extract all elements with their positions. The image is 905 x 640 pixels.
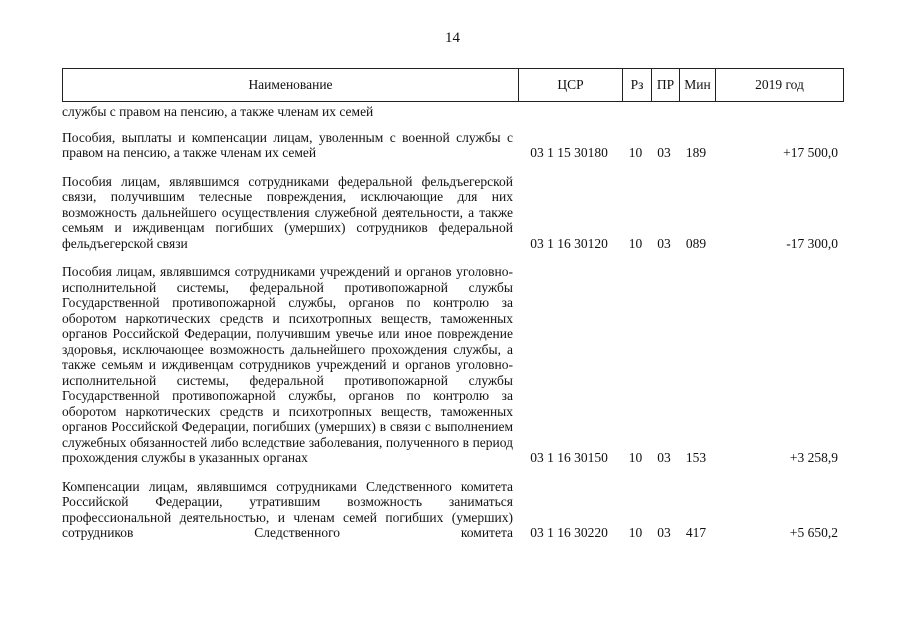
header-pr: ПР [651,69,679,101]
row-min: 153 [685,450,707,465]
row-name: Пособия, выплаты и компенсации лицам, уволенным с военной службы с правом на пенсию, а также членам их семей [62,129,513,160]
header-year: 2019 год [715,69,843,101]
row-amount: +5 650,2 [789,525,838,540]
table-body [62,104,844,541]
row-min: 189 [685,145,707,160]
table-row [62,104,844,120]
row-pr: 03 [657,450,671,465]
table-row [62,264,844,466]
row-rz: 10 [628,525,643,540]
row-csr: 03 1 16 30150 [530,450,608,465]
row-min: 089 [685,235,707,251]
header-rz: Рз [622,69,651,101]
row-pr: 03 [657,235,671,251]
row-csr: 03 1 16 30120 [530,235,608,251]
header-csr: ЦСР [518,69,622,101]
row-amount: -17 300,0 [786,235,838,251]
header-name: Наименование [248,77,333,92]
header-min: Мин [679,69,715,101]
row-pr: 03 [657,145,671,160]
table-row [62,174,844,252]
row-amount: +17 500,0 [783,145,838,160]
row-name: Пособия лицам, являвшимся сотрудниками федеральной фельдъегерской связи, получившим телесные повреждения, исключающие для них возможность дальнейшего осуществления служебной деятельности, а также семьям и иждивенцам погибших (умерших) сотрудников федеральной фельдъегерской связи [62,173,513,251]
table-row [62,479,844,541]
table-row [62,130,844,161]
row-rz: 10 [628,145,643,160]
row-csr: 03 1 15 30180 [530,145,608,160]
row-name: службы с правом на пенсию, а также членам их семей [62,104,374,119]
row-rz: 10 [628,235,643,251]
row-pr: 03 [657,525,671,540]
table-header [62,68,844,102]
row-csr: 03 1 16 30220 [530,525,608,540]
row-rz: 10 [628,450,643,465]
page-number: 14 [445,30,460,46]
row-amount: +3 258,9 [789,450,838,465]
row-name: Компенсации лицам, являвшимся сотрудниками Следственного комитета Российской Федерации, утратившим возможность заниматься профессиональной деятельностью, и членам семей погибших (умерших) сотрудников Следственного комитета [62,478,513,540]
row-min: 417 [685,525,707,540]
row-name: Пособия лицам, являвшимся сотрудниками учреждений и органов уголовно-исполнительной системы, федеральной противопожарной службы Государственной противопожарной службы, органов по контролю за оборотом наркотических средств и психотропных веществ, таможенных органов Российской Федерации, получившим увечье или иное повреждение здоровья, исключающее возможность дальнейшего прохождения службы, а также семьям и иждивенцам сотрудников учреждений и органов уголовно-исполнительной системы, федеральной противопожарной службы Государственной противопожарной службы, органов по контролю за оборотом наркотических средств и психотропных веществ, таможенных органов Российской Федерации, погибших (умерших) в связи с выполнением служебных обязанностей либо вследствие заболевания, полученного в период прохождения службы в указанных органах [62,264,513,465]
